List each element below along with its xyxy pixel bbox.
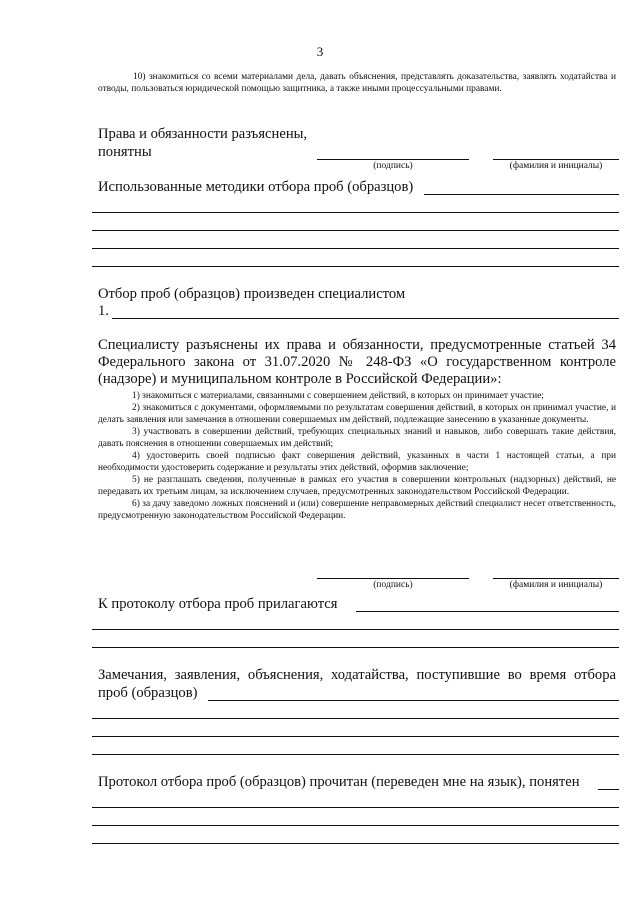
signature-caption-1: (подпись) [373, 161, 413, 171]
specialist-rights-intro: Специалисту разъяснены их права и обязанности, предусмотренные статьей 34 Федерального закона от 31.07.2020 № 248-ФЗ «О государственном контроле (надзоре) и муниципальном контроле в Российской Федерации»: [98, 337, 616, 387]
page-number: 3 [316, 44, 324, 59]
name-caption-2: (фамилия и инициалы) [509, 580, 603, 590]
name-line-1[interactable] [493, 159, 619, 160]
specialist-point-4: 4) удостоверить своей подписью факт совершения действий, указанных в части 1 настоящей статьи, а при необходимости удостоверить содержание и результаты этих действий, оформив заключение; [98, 451, 616, 473]
specialist-points [98, 390, 616, 522]
remarks-line1: Замечания, заявления, объяснения, ходатайства, поступившие во время отбора [98, 667, 616, 683]
rights-explained-line2: понятны [98, 144, 152, 160]
attachments-line-1[interactable] [92, 629, 619, 630]
attachments-line-2[interactable] [92, 647, 619, 648]
remarks-line2: проб (образцов) [98, 685, 198, 701]
specialist-line[interactable] [112, 318, 619, 319]
specialist-heading: Отбор проб (образцов) произведен специалистом [98, 286, 406, 302]
protocol-line-3[interactable] [92, 843, 619, 844]
signature-line-1[interactable] [317, 159, 469, 160]
specialist-number: 1. [98, 303, 109, 319]
methods-line-3[interactable] [92, 248, 619, 249]
attachments-line-0[interactable] [356, 611, 619, 612]
methods-line-1[interactable] [92, 212, 619, 213]
signature-caption-2: (подпись) [373, 580, 413, 590]
specialist-point-3: 3) участвовать в совершении действий, требующих специальных знаний и навыков, либо совершать такие действия, давать пояснения в отношении совершаемых им действий; [98, 427, 616, 449]
rights-explained-line1: Права и обязанности разъяснены, [98, 126, 308, 142]
protocol-line-2[interactable] [92, 825, 619, 826]
item-10: 10) знакомиться со всеми материалами дела, давать объяснения, представлять доказательства, заявлять ходатайства и отводы, пользоваться юридической помощью защитника, а также иными процессуальными правами. [98, 72, 616, 94]
specialist-point-1: 1) знакомиться с материалами, связанными с совершением действий, в которых он принимает участие; [132, 391, 544, 401]
methods-label: Использованные методики отбора проб (образцов) [98, 179, 414, 195]
specialist-point-5: 5) не разглашать сведения, полученные в рамках его участия в совершении контрольных (надзорных) действий, не передавать их третьим лицам, за исключением случаев, предусмотренных законодательством Российской Федерации. [98, 475, 616, 497]
protocol-line-0[interactable] [598, 789, 619, 790]
specialist-point-2: 2) знакомиться с документами, оформляемыми по результатам совершения действий, в которых он принимал участие, и делать заявления или замечания в отношении совершаемых им действий, подлежащие занесению в указанные документы. [98, 403, 616, 425]
methods-line-2[interactable] [92, 230, 619, 231]
protocol-line-1[interactable] [92, 807, 619, 808]
remarks-line-2[interactable] [92, 736, 619, 737]
protocol-read-text: Протокол отбора проб (образцов) прочитан (переведен мне на язык), понятен [98, 774, 580, 790]
signature-line-2[interactable] [317, 578, 469, 579]
specialist-point-6: 6) за дачу заведомо ложных пояснений и (или) совершение неправомерных действий специалист несет ответственность, предусмотренную законодательством Российской Федерации. [98, 499, 616, 521]
remarks-line-3[interactable] [92, 754, 619, 755]
attachments-label: К протоколу отбора проб прилагаются [98, 596, 338, 612]
name-line-2[interactable] [493, 578, 619, 579]
methods-line-0[interactable] [424, 194, 619, 195]
remarks-line-1[interactable] [92, 718, 619, 719]
remarks-line-0[interactable] [208, 700, 619, 701]
name-caption-1: (фамилия и инициалы) [509, 161, 603, 171]
methods-line-4[interactable] [92, 266, 619, 267]
